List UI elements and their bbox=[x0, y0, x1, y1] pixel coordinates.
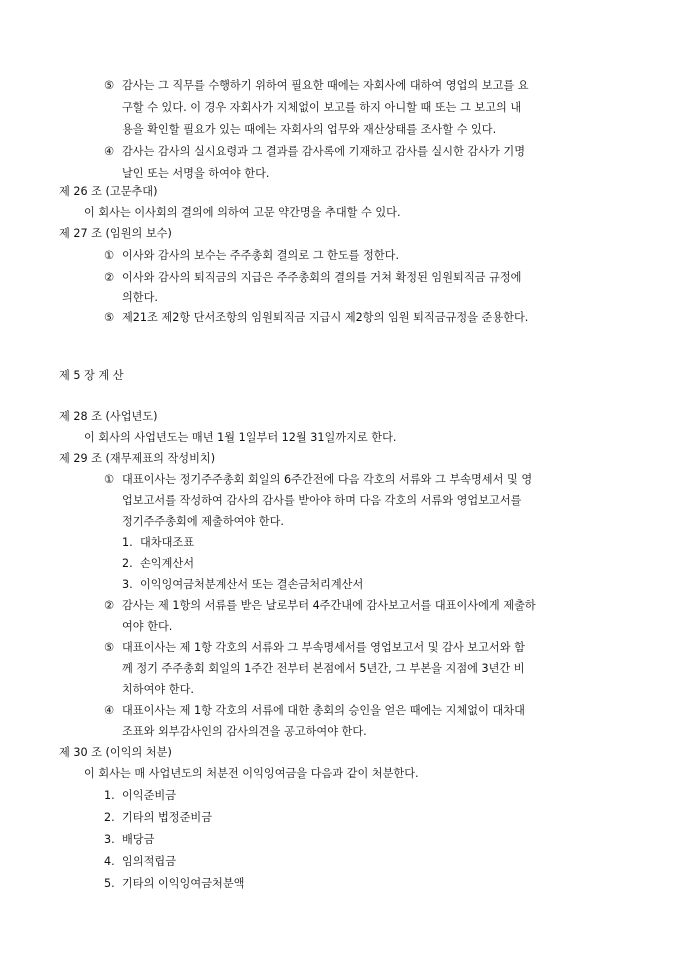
paragraph-line: 조표와 외부감사인의 감사의견을 공고하여야 한다. bbox=[122, 725, 367, 738]
paragraph-marker: ⑤ bbox=[104, 311, 115, 324]
paragraph-line: 업보고서를 작성하여 감사의 감사를 받아야 하며 다음 각호의 서류와 영업보고서를 bbox=[122, 494, 522, 507]
paragraph-line: 대표이사는 정기주주총회 회일의 6주간전에 다음 각호의 서류와 그 부속명세서 및 영 bbox=[122, 473, 533, 486]
chapter-title: 제 5 장 계 산 bbox=[59, 369, 124, 382]
list-item-number: 1. bbox=[122, 536, 133, 549]
article-heading: 제 29 조 (재무제표의 작성비치) bbox=[59, 452, 216, 465]
list-item bbox=[122, 535, 194, 551]
paragraph-line: 정기주주총회에 제출하여야 한다. bbox=[122, 515, 284, 528]
list-item-number: 1. bbox=[104, 789, 115, 802]
paragraph-line: 의한다. bbox=[122, 291, 158, 304]
list-item-text: 이익준비금 bbox=[122, 789, 177, 802]
list-item bbox=[122, 577, 363, 593]
list-item-text: 배당금 bbox=[122, 833, 155, 846]
article-body: 이 회사의 사업년도는 매년 1월 1일부터 12월 31일까지로 한다. bbox=[84, 431, 397, 444]
paragraph-marker: ⑤ bbox=[104, 79, 115, 92]
paragraph-line: 구할 수 있다. 이 경우 자회사가 지체없이 보고를 하지 아니할 때 또는 그 보고의 내 bbox=[122, 101, 522, 114]
paragraph-line: 대표이사는 제 1항 각호의 서류에 대한 총회의 승인을 얻은 때에는 지체없이 대차대 bbox=[122, 704, 525, 717]
paragraph-line: 여야 한다. bbox=[122, 620, 173, 633]
paragraph-line: 께 정기 주주총회 회일의 1주간 전부터 본점에서 5년간, 그 부본을 지점에 3년간 비 bbox=[122, 662, 525, 675]
article-heading: 제 27 조 (임원의 보수) bbox=[59, 227, 172, 240]
list-item-number: 3. bbox=[122, 578, 133, 591]
list-item-text: 기타의 이익잉여금처분액 bbox=[122, 877, 245, 890]
paragraph-line: 치하여야 한다. bbox=[122, 683, 194, 696]
article-heading: 제 30 조 (이익의 처분) bbox=[59, 746, 172, 759]
list-item bbox=[104, 788, 176, 804]
paragraph-line: 이사와 감사의 보수는 주주총회 결의로 그 한도를 정한다. bbox=[122, 249, 400, 262]
paragraph-marker: ① bbox=[104, 473, 115, 486]
list-item bbox=[104, 876, 244, 892]
list-item bbox=[104, 832, 154, 848]
paragraph-line: 감사는 그 직무를 수행하기 위하여 필요한 때에는 자회사에 대하여 영업의 보고를 요 bbox=[122, 79, 529, 92]
article-heading: 제 26 조 (고문추대) bbox=[59, 185, 158, 198]
list-item-number: 2. bbox=[104, 811, 115, 824]
list-item-number: 4. bbox=[104, 855, 115, 868]
list-item-number: 2. bbox=[122, 557, 133, 570]
paragraph-line: 감사는 제 1항의 서류를 받은 날로부터 4주간내에 감사보고서를 대표이사에게 제출하 bbox=[122, 599, 536, 612]
article-body: 이 회사는 매 사업년도의 처분전 이익잉여금을 다음과 같이 처분한다. bbox=[84, 767, 419, 780]
paragraph-line: 감사는 감사의 실시요령과 그 결과를 감사록에 기재하고 감사를 실시한 감사가 기명 bbox=[122, 145, 526, 158]
paragraph-marker: ② bbox=[104, 599, 115, 612]
list-item-text: 대차대조표 bbox=[140, 536, 195, 549]
list-item-number: 5. bbox=[104, 877, 115, 890]
paragraph-marker: ④ bbox=[104, 704, 115, 717]
article-heading: 제 28 조 (사업년도) bbox=[59, 410, 158, 423]
list-item-text: 기타의 법정준비금 bbox=[122, 811, 213, 824]
paragraph-line: 제21조 제2항 단서조항의 임원퇴직금 지급시 제2항의 임원 퇴직금규정을 준용한다. bbox=[122, 311, 529, 324]
list-item bbox=[104, 810, 212, 826]
list-item-text: 임의적립금 bbox=[122, 855, 177, 868]
paragraph-marker: ④ bbox=[104, 145, 115, 158]
paragraph-line: 대표이사는 제 1항 각호의 서류와 그 부속명세서를 영업보고서 및 감사 보고서와 함 bbox=[122, 641, 525, 654]
list-item bbox=[104, 854, 176, 870]
list-item-text: 이익잉여금처분계산서 또는 결손금처리계산서 bbox=[140, 578, 364, 591]
paragraph-line: 용을 확인할 필요가 있는 때에는 자회사의 업무와 재산상태를 조사할 수 있다. bbox=[122, 123, 497, 136]
paragraph-line: 날인 또는 서명을 하여야 한다. bbox=[122, 167, 270, 180]
article-body: 이 회사는 이사회의 결의에 의하여 고문 약간명을 추대할 수 있다. bbox=[84, 206, 401, 219]
paragraph-marker: ⑤ bbox=[104, 641, 115, 654]
list-item bbox=[122, 556, 194, 572]
paragraph-marker: ② bbox=[104, 271, 115, 284]
list-item-number: 3. bbox=[104, 833, 115, 846]
paragraph-line: 이사와 감사의 퇴직금의 지급은 주주총회의 결의를 거쳐 확정된 임원퇴직금 규정에 bbox=[122, 271, 522, 284]
list-item-text: 손익계산서 bbox=[140, 557, 195, 570]
paragraph-marker: ① bbox=[104, 249, 115, 262]
